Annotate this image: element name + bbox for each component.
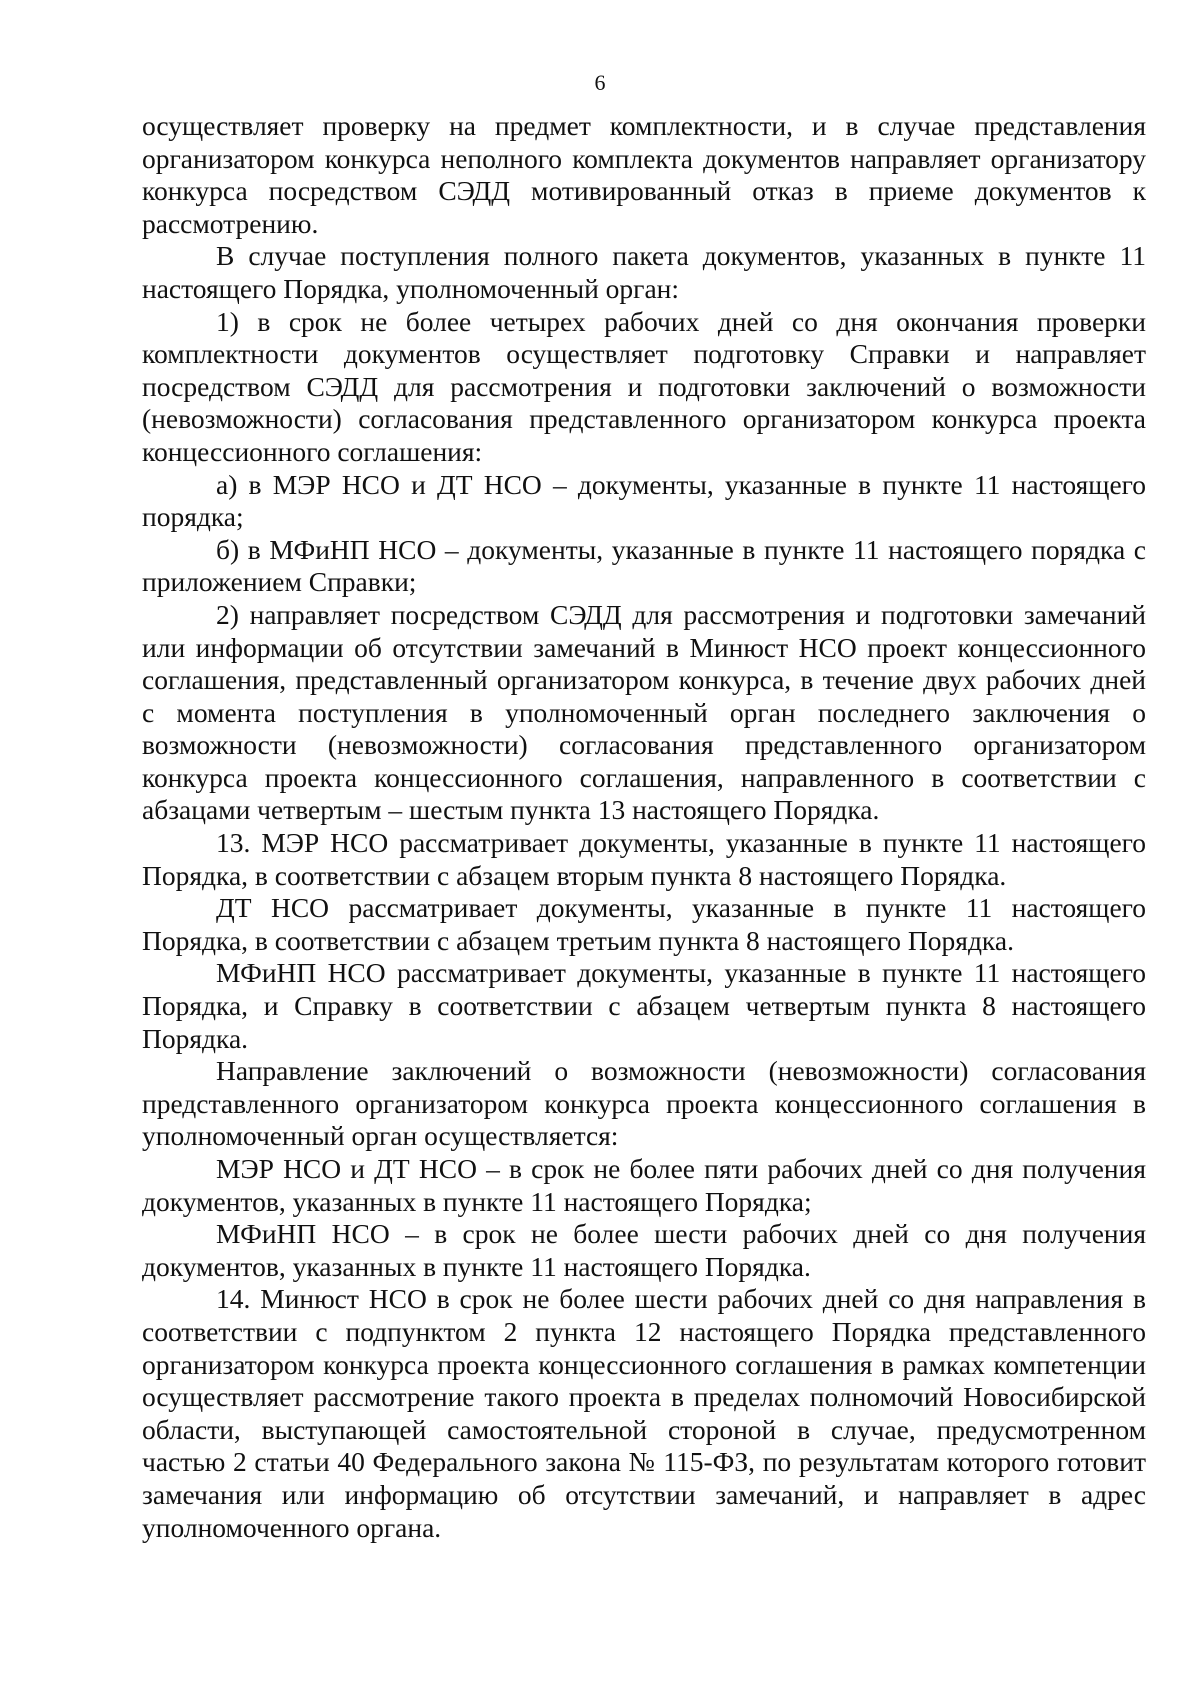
paragraph-continuation: осуществляет проверку на предмет комплектности, и в случае представления организатором конкурса неполного комплекта документов направляет организатору конкурса посредством СЭДД мотивированный отказ в приеме документов к рассмотрению. — [142, 110, 1146, 239]
paragraph-full-package: В случае поступления полного пакета документов, указанных в пункте 11 настоящего Порядка, уполномоченный орган: — [142, 240, 1146, 304]
paragraph-mfinp-deadline: МФиНП НСО – в срок не более шести рабочих дней со дня получения документов, указанных в пункте 11 настоящего Порядка. — [142, 1218, 1146, 1282]
paragraph-subitem-a: а) в МЭР НСО и ДТ НСО – документы, указанные в пункте 11 настоящего порядка; — [142, 468, 1146, 533]
paragraph-mer-dt-deadline: МЭР НСО и ДТ НСО – в срок не более пяти рабочих дней со дня получения документов, указанных в пункте 11 настоящего Порядка; — [142, 1153, 1146, 1217]
page-number: 6 — [594, 70, 606, 95]
paragraph-subitem-1: 1) в срок не более четырех рабочих дней со дня окончания проверки комплектности документов осуществляет подготовку Справки и направляет посредством СЭДД для рассмотрения и подготовки заключений о возможности (невозможности) согласования представленного организатором конкурса проекта концессионного соглашения: — [142, 305, 1146, 467]
paragraph-conclusions-direction: Направление заключений о возможности (невозможности) согласования представленного организатором конкурса проекта концессионного соглашения в уполномоченный орган осуществляется: — [142, 1055, 1146, 1152]
paragraph-subitem-b: б) в МФиНП НСО – документы, указанные в пункте 11 настоящего порядка с приложением Справки; — [142, 533, 1146, 598]
document-body — [142, 110, 1146, 1544]
paragraph-subitem-2: 2) направляет посредством СЭДД для рассмотрения и подготовки замечаний или информации об отсутствии замечаний в Минюст НСО проект концессионного соглашения, представленный организатором конкурса, в течение двух рабочих дней с момента поступления в уполномоченный орган последнего заключения о возможности (невозможности) согласования представленного организатором конкурса проекта концессионного соглашения, направленного в соответствии с абзацами четвертым – шестым пункта 13 настоящего Порядка. — [142, 598, 1146, 826]
paragraph-item-14: 14. Минюст НСО в срок не более шести рабочих дней со дня направления в соответствии с подпунктом 2 пункта 12 настоящего Порядка представленного организатором конкурса проекта концессионного соглашения в рамках компетенции осуществляет рассмотрение такого проекта в пределах полномочий Новосибирской области, выступающей самостоятельной стороной в случае, предусмотренном частью 2 статьи 40 Федерального закона № 115-ФЗ, по результатам которого готовит замечания или информацию об отсутствии замечаний, и направляет в адрес уполномоченного органа. — [142, 1283, 1146, 1543]
paragraph-dt-nso: ДТ НСО рассматривает документы, указанные в пункте 11 настоящего Порядка, в соответствии с абзацем третьим пункта 8 настоящего Порядка. — [142, 892, 1146, 956]
paragraph-item-13: 13. МЭР НСО рассматривает документы, указанные в пункте 11 настоящего Порядка, в соответствии с абзацем вторым пункта 8 настоящего Порядка. — [142, 827, 1146, 891]
paragraph-mfinp-nso: МФиНП НСО рассматривает документы, указанные в пункте 11 настоящего Порядка, и Справку в соответствии с абзацем четвертым пункта 8 настоящего Порядка. — [142, 957, 1146, 1054]
